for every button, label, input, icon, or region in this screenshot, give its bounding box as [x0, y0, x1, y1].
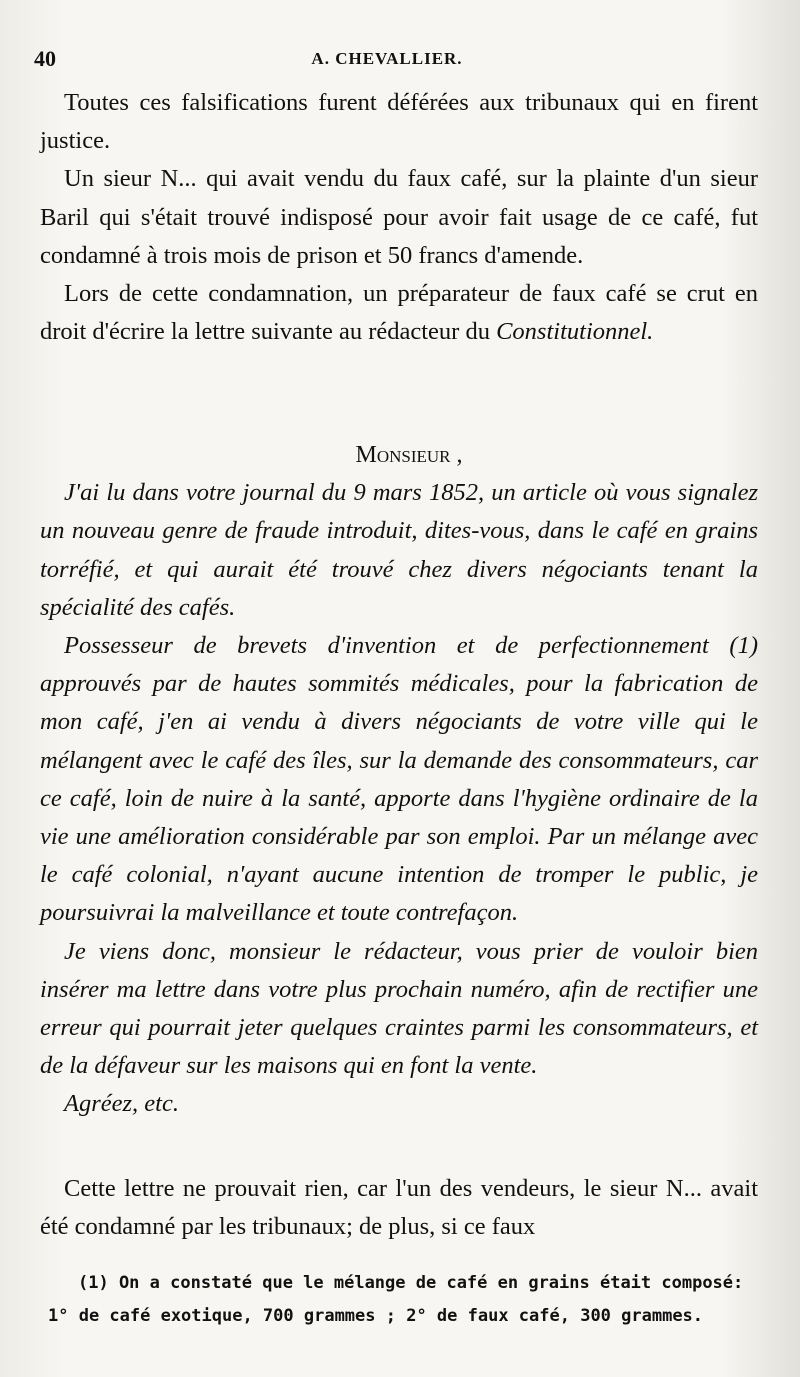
letter-paragraph-2: Possesseur de brevets d'invention et de perfectionnement (1) approuvés par de hautes sommités médicales, pour la fabrication de mon café, j'en ai vendu à divers négociants de votre ville qui le mélangent avec le café des îles, sur la demande des consommateurs, car ce café, loin de nuire à la santé, apporte dans l'hygiène ordinaire de la vie une amélioration considérable par son emploi. Par un mélange avec le café colonial, n'ayant aucune intention de tromper le public, je poursuivrai la malveillance et toute contrefaçon.: [40, 632, 758, 927]
letter-paragraph-3: Je viens donc, monsieur le rédacteur, vous prier de vouloir bien insérer ma lettre dans votre plus prochain numéro, afin de rectifier une erreur qui pourrait jeter quelques craintes parmi les consommateurs, et de la défaveur sur les maisons qui en font la vente.: [40, 937, 758, 1080]
page-number: 40: [34, 46, 56, 71]
paragraph-condamnation-text: Lors de cette condamnation, un préparateur de faux café se crut en droit d'écrire la lettre suivante au rédacteur du: [40, 280, 758, 346]
letter-closing: Agréez, etc.: [64, 1090, 179, 1118]
footnote-line-2: 1° de café exotique, 700 grammes ; 2° de faux café, 300 grammes.: [48, 1306, 704, 1326]
letter-salutation: Monsieur ,: [355, 442, 463, 468]
running-head: A. CHEVALLIER.: [311, 49, 463, 68]
letter-paragraph-1: J'ai lu dans votre journal du 9 mars 1852, un article où vous signalez un nouveau genre de fraude introduit, dites-vous, dans le café en grains torréfié, et qui aurait été trouvé chez divers négociants tenant la spécialité des cafés.: [40, 479, 758, 621]
paragraph-falsifications: Toutes ces falsifications furent déférées aux tribunaux qui en firent justice.: [40, 89, 758, 155]
footnote-line-1: (1) On a constaté que le mélange de café en grains était composé:: [78, 1273, 744, 1293]
paragraph-conclusion: Cette lettre ne prouvait rien, car l'un des vendeurs, le sieur N... avait été condamné par les tribunaux; de plus, si ce faux: [40, 1175, 758, 1241]
body-text-top: [40, 84, 758, 351]
paragraph-condamnation: [40, 275, 758, 351]
letter-block: [40, 436, 758, 1124]
newspaper-name: Constitutionnel.: [496, 318, 654, 346]
paragraph-sieur-n: Un sieur N... qui avait vendu du faux café, sur la plainte d'un sieur Baril qui s'était trouvé indisposé pour avoir fait usage de ce café, fut condamné à trois mois de prison et 50 francs d'amende.: [40, 165, 758, 269]
body-text-bottom: [40, 1170, 758, 1246]
page-header: [34, 46, 740, 76]
footnote: [48, 1267, 768, 1333]
